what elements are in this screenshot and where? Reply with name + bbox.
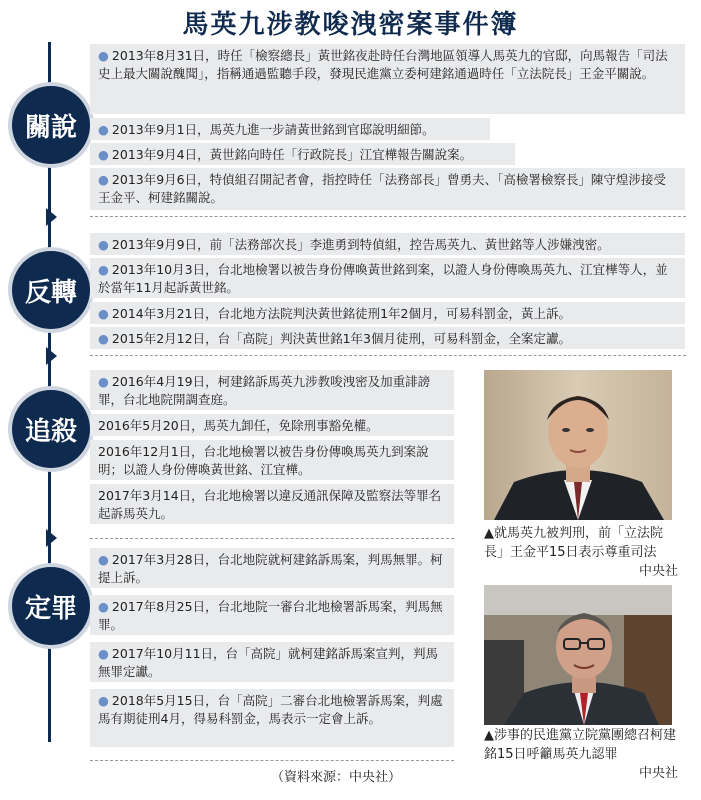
- source-note: （資料來源：中央社）: [270, 770, 401, 785]
- list-item: ● 2013年9月1日，馬英九進一步請黃世銘到官邸說明細節。: [90, 118, 490, 140]
- list-item: ● 2014年3月21日，台北地方法院判決黃世銘徒刑1年2個月，可易科罰金，黃上訴。: [90, 302, 685, 324]
- list-item: ● 2013年9月6日，特偵組召開記者會，指控時任「法務部長」曾勇夫、「高檢署檢察長」陳守煌涉接受王金平、柯建銘關說。: [90, 168, 685, 210]
- list-item: ● 2016年4月19日，柯建銘訴馬英九涉教唆洩密及加重誹謗罪，台北地院開調查庭。: [90, 370, 454, 410]
- section-label-lobbying: 關說: [12, 86, 90, 164]
- timeline-arrow: [46, 208, 57, 226]
- list-item: ● 2013年10月3日，台北地檢署以被告身份傳喚黃世銘到案，以證人身份傳喚馬英九、江宜樺等人，並於當年11月起訴黃世銘。: [90, 258, 685, 298]
- section-divider: [90, 538, 454, 539]
- list-item: ● 2013年9月4日，黃世銘向時任「行政院長」江宜樺報告關說案。: [90, 143, 515, 165]
- photo-credit: 中央社: [638, 564, 678, 579]
- list-item: ● 2018年5月15日，台「高院」二審台北地檢署訴馬案，判處馬有期徒刑4月，得易科罰金，馬表示一定會上訴。: [90, 689, 454, 747]
- section-label-reversal: 反轉: [12, 251, 90, 329]
- section-divider: [90, 760, 454, 761]
- page-title: 馬英九涉教唆洩密案事件簿: [182, 10, 519, 40]
- list-item: ● 2017年3月28日，台北地院就柯建銘訴馬案，判馬無罪。柯提上訴。: [90, 548, 454, 588]
- list-item: 2016年12月1日，台北地檢署以被告身份傳喚馬英九到案說明；以證人身份傳喚黃世銘、江宜樺。: [90, 440, 454, 480]
- list-item: ● 2015年2月12日，台「高院」判決黃世銘1年3個月徒刑，可易科罰金，全案定讞。: [90, 327, 685, 349]
- list-item: ● 2013年9月9日，前「法務部次長」李進勇到特偵組，控告馬英九、黃世銘等人涉嫌洩密。: [90, 233, 685, 255]
- list-item: ● 2017年8月25日，台北地院一審台北地檢署訴馬案，判馬無罪。: [90, 595, 454, 635]
- list-item: 2016年5月20日，馬英九卸任，免除刑事豁免權。: [90, 414, 454, 436]
- section-divider: [90, 355, 686, 356]
- timeline-arrow: [46, 347, 57, 365]
- section-label-pursuit: 追殺: [12, 390, 90, 468]
- photo-ker-chien-ming: [484, 585, 672, 725]
- list-item: 2017年3月14日，台北地檢署以違反通訊保障及監察法等罪名起訴馬英九。: [90, 484, 454, 524]
- list-item: ● 2013年8月31日，時任「檢察總長」黃世銘夜赴時任台灣地區領導人馬英九的官邸，向馬報告「司法史上最大關說醜聞」，指稱通過監聽手段，發現民進黨立委柯建銘通過時任「立法院長」王金平關說。: [90, 44, 685, 114]
- list-item: ● 2017年10月11日，台「高院」就柯建銘訴馬案宣判，判馬無罪定讞。: [90, 642, 454, 682]
- section-divider: [90, 216, 686, 217]
- photo-credit: 中央社: [638, 766, 678, 781]
- photo-caption: ▲涉事的民進黨立院黨團總召柯建銘15日呼籲馬英九認罪 中央社: [484, 728, 678, 781]
- section-label-conviction: 定罪: [12, 567, 90, 645]
- photo-caption: ▲就馬英九被判刑，前「立法院長」王金平15日表示尊重司法 中央社: [484, 526, 678, 579]
- timeline-arrow: [46, 529, 57, 547]
- photo-wang-jin-pyng: [484, 370, 672, 520]
